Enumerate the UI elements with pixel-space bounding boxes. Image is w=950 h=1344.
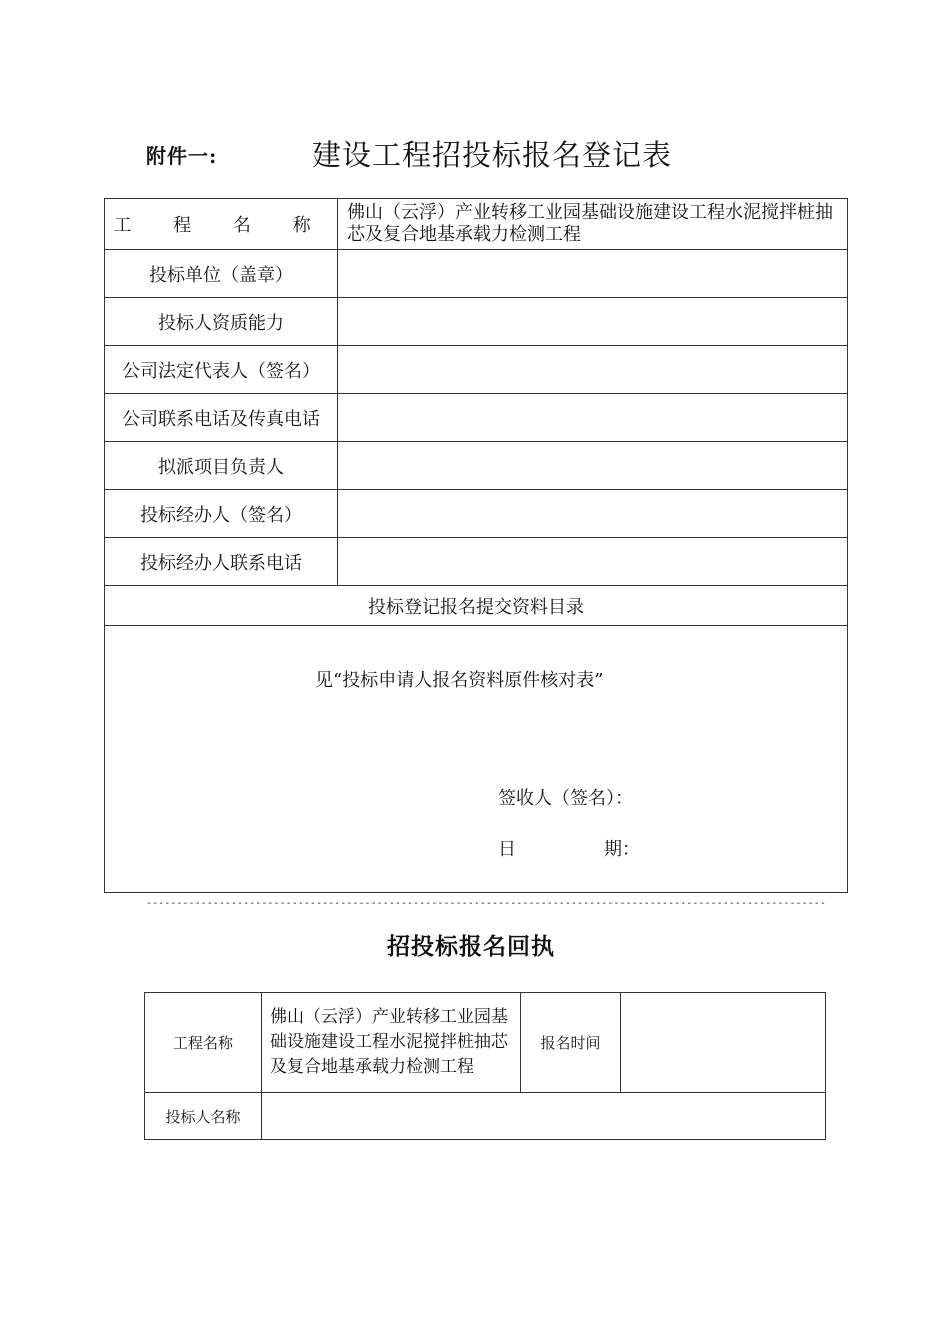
receipt-project-name-value: 佛山（云浮）产业转移工业园基础设施建设工程水泥搅拌桩抽芯及复合地基承载力检测工程	[262, 993, 521, 1093]
page-title: 建设工程招投标报名登记表	[312, 138, 673, 172]
bidder-unit-label: 投标单位（盖章）	[105, 250, 338, 298]
qualification-label: 投标人资质能力	[105, 298, 338, 346]
project-manager-label: 拟派项目负责人	[105, 442, 338, 490]
registration-form-table	[104, 198, 848, 893]
form-row-qualification	[105, 298, 848, 346]
form-row-agent-phone	[105, 538, 848, 586]
date-label-right: 期：	[604, 839, 640, 860]
form-row-project-manager	[105, 442, 848, 490]
company-phone-field[interactable]	[338, 394, 848, 442]
form-row-bidder-unit	[105, 250, 848, 298]
receipt-reg-time-field[interactable]	[621, 993, 826, 1093]
materials-note: 见“投标申请人报名资料原件核对表”	[315, 670, 604, 691]
qualification-field[interactable]	[338, 298, 848, 346]
form-row-agent	[105, 490, 848, 538]
receipt-project-name-label: 工程名称	[145, 993, 262, 1093]
attachment-label: 附件一:	[146, 144, 218, 168]
receipt-title: 招投标报名回执	[387, 933, 555, 960]
agent-phone-label: 投标经办人联系电话	[105, 538, 338, 586]
form-row-company-phone	[105, 394, 848, 442]
signer-label: 签收人（签名）：	[498, 788, 633, 809]
date-label-left: 日	[498, 839, 516, 860]
cut-line-separator: ----------------------------------------------------------------------------------------------------------------	[146, 898, 826, 909]
form-materials-row	[105, 626, 848, 893]
bidder-unit-field[interactable]	[338, 250, 848, 298]
company-phone-label: 公司联系电话及传真电话	[105, 394, 338, 442]
materials-section-header: 投标登记报名提交资料目录	[105, 586, 848, 626]
receipt-bidder-name-field[interactable]	[262, 1093, 826, 1140]
receipt-bidder-name-label: 投标人名称	[145, 1093, 262, 1140]
legal-rep-field[interactable]	[338, 346, 848, 394]
project-manager-field[interactable]	[338, 442, 848, 490]
materials-cell	[105, 626, 848, 893]
form-row-project-name	[105, 199, 848, 250]
form-row-legal-rep	[105, 346, 848, 394]
form-section-header-row	[105, 586, 848, 626]
receipt-reg-time-label: 报名时间	[521, 993, 621, 1093]
receipt-row-project	[145, 993, 826, 1093]
receipt-table	[144, 992, 826, 1140]
project-name-value: 佛山（云浮）产业转移工业园基础设施建设工程水泥搅拌桩抽芯及复合地基承载力检测工程	[338, 199, 848, 250]
agent-phone-field[interactable]	[338, 538, 848, 586]
agent-field[interactable]	[338, 490, 848, 538]
receipt-row-bidder	[145, 1093, 826, 1140]
legal-rep-label: 公司法定代表人（签名）	[105, 346, 338, 394]
agent-label: 投标经办人（签名）	[105, 490, 338, 538]
project-name-label: 工 程 名 称	[105, 199, 338, 250]
